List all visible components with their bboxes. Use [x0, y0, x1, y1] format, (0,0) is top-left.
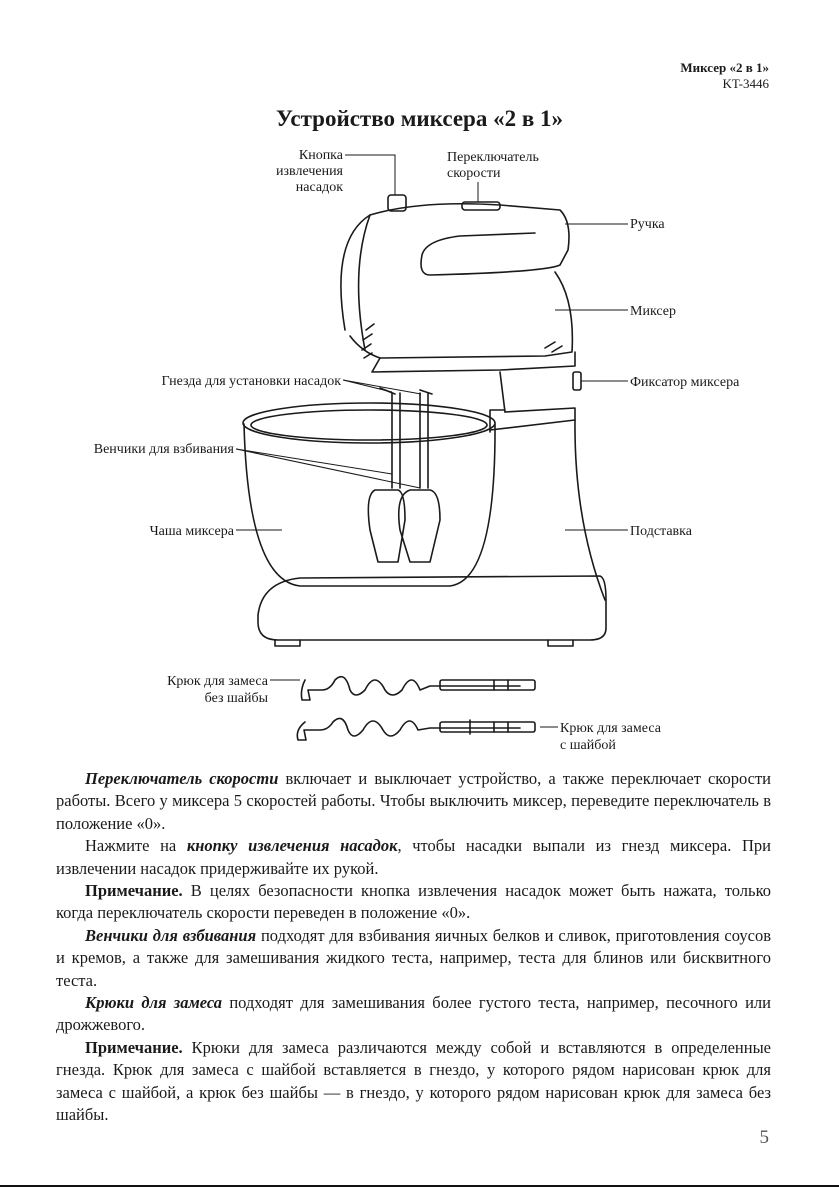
paragraph-hooks: Крюки для замеса подходят для замешивания более густого теста, например, песочного или дрожжевого. — [56, 993, 771, 1035]
page-title: Устройство миксера «2 в 1» — [275, 106, 563, 131]
svg-text:насадок: насадок — [295, 180, 343, 195]
hook-washer-label — [560, 721, 662, 753]
paragraph-note-hooks: Примечание. Крюки для замеса различаются между собой и вставляются в определенные гнезда. Крюк для замеса с шайбой вставляется в гнездо, у которого рядом нарисован крюк для замеса с шайбой, а крюк без шайбы — в гнездо, у которого рядом нарисован крюк для замеса без шайбы. — [56, 1037, 771, 1125]
mixer-label: Миксер — [630, 304, 676, 319]
model-number: KT-3446 — [722, 76, 769, 91]
whisk-right — [399, 490, 440, 562]
bottom-rule — [0, 1185, 839, 1187]
svg-text:Крюк для замеса: Крюк для замеса — [167, 674, 268, 689]
svg-text:извлечения: извлечения — [276, 164, 343, 179]
paragraph-speed-switch: Переключатель скорости включает и выключает устройство, а также переключает скорости работы. Всего у миксера 5 скоростей работы. Чтобы выключить миксер, переведите переключатель в положение «0». — [56, 769, 771, 833]
body-text — [56, 768, 771, 1127]
svg-text:с шайбой: с шайбой — [560, 738, 616, 753]
bowl-label: Чаша миксера — [149, 524, 234, 539]
svg-text:без шайбы: без шайбы — [204, 691, 268, 706]
mixer-lock-shape — [573, 372, 581, 390]
svg-text:Кнопка: Кнопка — [298, 148, 343, 163]
product-name: Миксер «2 в 1» — [680, 60, 769, 75]
mixer-bowl — [244, 424, 495, 586]
mixer-lock-label: Фиксатор миксера — [630, 375, 740, 390]
svg-text:Переключатель: Переключатель — [447, 150, 539, 165]
handle-label: Ручка — [630, 217, 665, 232]
mixer-body — [341, 204, 569, 330]
paragraph-whisks: Венчики для взбивания подходят для взбивания яичных белков и сливок, приготовления соусов и кремов, а также для замешивания жидкого теста, например, теста для блинов или бисквитного теста. — [56, 925, 771, 990]
whisks-label: Венчики для взбивания — [93, 442, 234, 457]
page-number: 5 — [759, 1127, 769, 1148]
hook-no-washer-label — [167, 674, 269, 706]
speed-switch-label — [447, 150, 539, 181]
svg-text:скорости: скорости — [447, 166, 501, 181]
svg-text:Крюк для замеса: Крюк для замеса — [560, 721, 661, 736]
eject-button-label — [276, 148, 344, 195]
stand-label: Подставка — [630, 524, 692, 539]
sockets-label: Гнезда для установки насадок — [161, 374, 341, 389]
mixer-stand — [490, 420, 605, 600]
paragraph-note-safety: Примечание. В целях безопасности кнопка извлечения насадок может быть нажата, только когда переключатель скорости переведен в положение «0». — [56, 881, 771, 923]
paragraph-eject-button: Нажмите на кнопку извлечения насадок, чтобы насадки выпали из гнезд миксера. При извлечении насадок придерживайте их рукой. — [56, 836, 771, 878]
